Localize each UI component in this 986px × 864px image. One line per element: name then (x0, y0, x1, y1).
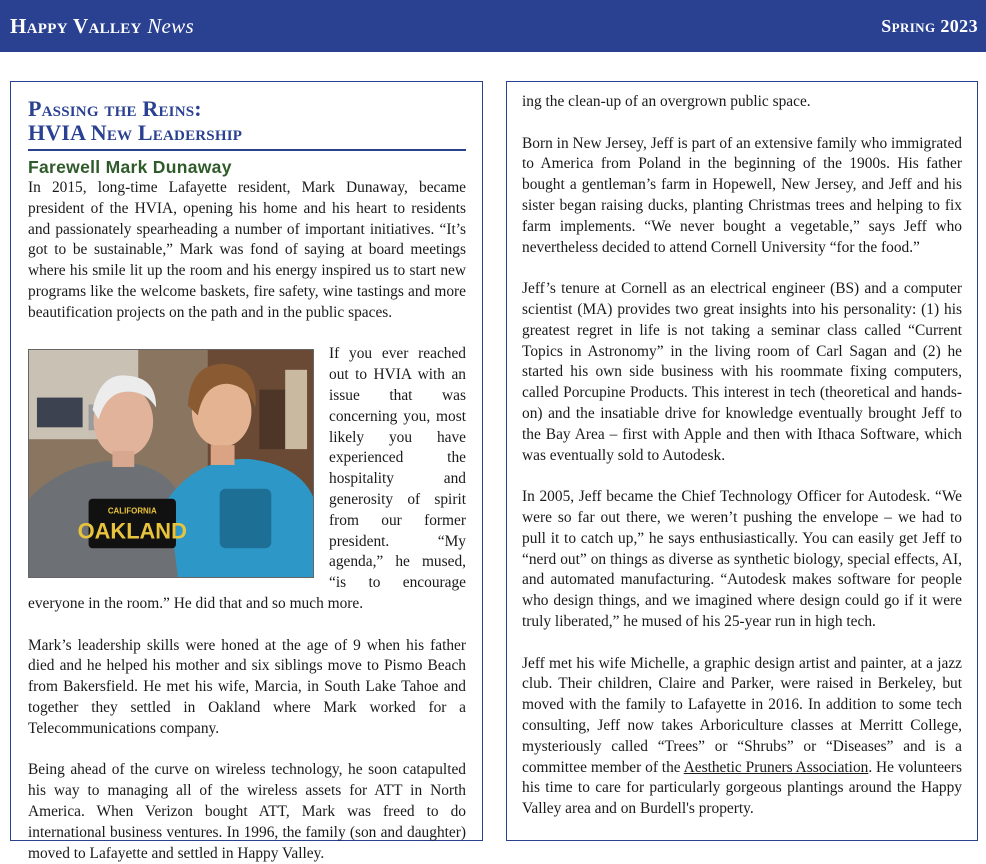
paragraph: Mark’s leadership skills were honed at the age of 9 when his father died and he helped his mother and six siblings move to Pismo Beach from Bakersfield. He met his wife, Marcia, in South Lake Tahoe and together they settled in Oakland where Mark worked for a Telecommunications company. (28, 636, 466, 737)
paragraph: Being ahead of the curve on wireless technology, he soon catapulted his way to managing all of the wireless assets for ATT in North America. When Verizon bought ATT, Mark was freed to do international business ventures. In 1996, the family (son and daughter) moved to Lafayette and settled in Happy Valley. (28, 761, 466, 862)
aesthetic-pruners-link[interactable]: Aesthetic Pruners Association (683, 758, 869, 776)
article-subhead: Farewell Mark Dunaway (28, 157, 232, 177)
paragraph: Jeff’s tenure at Cornell as an electrical engineer (BS) and a computer scientist (MA) provides two great insights into his personality: (1) his greatest regret in life is not taking a seminar class called “Current Topics in Astronomy” in the living room of Carl Sagan and (2) he started his own side business with his roommate fixing computers, called Porcupine Products. This interest in tech (theoretical and hands-on) and the insatiable drive for knowledge eventually brought Jeff to the Bay Area – first with Apple and then with Ithaca Software, which was eventually sold to Autodesk. (522, 280, 962, 464)
left-column (10, 81, 483, 862)
headline-line-1: Passing the Reins: (28, 96, 202, 121)
paragraph-with-link (522, 654, 962, 820)
paragraph-text: Jeff met his wife Michelle, a graphic design artist and painter, at a jazz club. Their children, Claire and Parker, were raised in Berkeley, but moved with the family to Lafayette in 2016. In addition to some tech consulting, Jeff now takes Arboriculture classes at Merritt College, mysteriously called “Trees” or “Shrubs” or “Diseases” and is a committee member of the (522, 654, 962, 776)
headline-line-2: HVIA New Leadership (28, 120, 243, 145)
photo-shirt-big-text: OAKLAND (77, 518, 187, 544)
paragraph: If you ever reached out to HVIA with an issue that was concerning you, most likely you have experienced the hospitality and generosity of spirit from our former president. “My agenda,” he mused, “is to encourage everyone in the room.” He did that and so much more. (28, 345, 466, 612)
paragraph-with-photo-2 (28, 344, 466, 614)
paragraph: In 2015, long-time Lafayette resident, Mark Dunaway, became president of the HVIA, opening his home and his heart to residents and passionately spearheading a number of important initiatives. “It’s got to be sustainable,” Mark was fond of saying at board meetings where his smile lit up the room and his energy inspired us to start new programs like the welcome baskets, fire safety, wine tastings and more beautification projects on the path and in the public spaces. (28, 179, 466, 321)
article-headline (28, 97, 466, 151)
photo-mark-and-jeff (28, 349, 314, 578)
photo-illustration (29, 350, 313, 577)
paragraph-with-photo (28, 178, 466, 324)
newsletter-name: Happy Valley (10, 13, 142, 38)
newsletter-title (10, 14, 194, 39)
issue-date: Spring 2023 (881, 15, 978, 36)
paragraph-continued: ing the clean-up of an overgrown public space. (522, 93, 811, 110)
paragraph: Born in New Jersey, Jeff is part of an extensive family who immigrated to America from Poland in the beginning of the 1900s. His father bought a gentleman’s farm in Hopewell, New Jersey, and Jeff and his sister began raising ducks, planting Christmas trees and helping to fix farm implements. “We never bought a vegetable,” says Jeff who nevertheless decided to attend Cornell University “for the food.” (522, 134, 962, 256)
right-column (506, 81, 978, 841)
paragraph-text-end: . He volunteers his time to care for particularly gorgeous plantings around the Happy Valley area and on Burdell's property. (522, 758, 962, 818)
masthead (0, 0, 986, 52)
photo-shirt-small-text: CALIFORNIA (107, 506, 157, 516)
paragraph: In 2005, Jeff became the Chief Technology Officer for Autodesk. “We were so far out there, we weren’t pushing the envelope – we had to pull it to catch up,” he says enthusiastically. You can easily get Jeff to “nerd out” on things as diverse as synthetic biology, special effects, AI, and automated manufacturing. “Autodesk makes software for people who design things, and we imagined where design could go if it were truly liberated,” he mused of his 25-year run in high tech. (522, 488, 962, 630)
newsletter-name-italic: News (147, 13, 194, 38)
